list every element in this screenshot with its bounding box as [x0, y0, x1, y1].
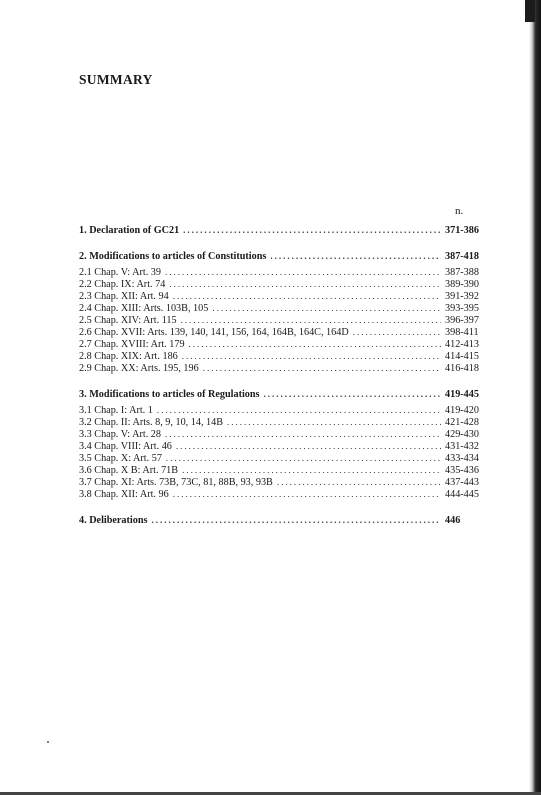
dot-leader [189, 338, 441, 350]
toc-section [79, 512, 489, 526]
toc-page-range: 389-390 [445, 279, 479, 290]
toc-entry-label: 3. Modifications to articles of Regulations [79, 389, 260, 400]
toc-entry-label: 3.1 Chap. I: Art. 1 [79, 405, 153, 416]
toc-entry-label: 3.3 Chap. V: Art. 28 [79, 429, 161, 440]
dot-leader [176, 440, 441, 452]
toc-page-range: 412-413 [445, 339, 479, 350]
dot-leader [353, 326, 441, 338]
table-of-contents [79, 222, 489, 538]
toc-entry [79, 266, 489, 278]
page-column-header: n. [455, 205, 464, 217]
toc-entry [79, 440, 489, 452]
dot-leader [165, 266, 441, 278]
toc-page-range: 419-445 [445, 389, 479, 400]
toc-entry-label: 2.4 Chap. XIII: Arts. 103B, 105 [79, 303, 209, 314]
dot-leader [270, 250, 441, 262]
toc-entry-label: 2.9 Chap. XX: Arts. 195, 196 [79, 363, 199, 374]
dot-leader [203, 362, 441, 374]
paper-speck [47, 741, 49, 743]
toc-entry [79, 338, 489, 350]
toc-page-range: 396-397 [445, 315, 479, 326]
toc-section-heading [79, 514, 489, 526]
toc-entry [79, 476, 489, 488]
dot-leader [264, 388, 441, 400]
page-title: SUMMARY [79, 72, 153, 87]
toc-page-range: 435-436 [445, 465, 479, 476]
toc-page-range: 419-420 [445, 405, 479, 416]
dot-leader [166, 452, 441, 464]
dot-leader [212, 302, 441, 314]
dot-leader [227, 416, 441, 428]
dot-leader [169, 278, 441, 290]
toc-section-heading [79, 250, 489, 262]
toc-entry-label: 2. Modifications to articles of Constitutions [79, 251, 267, 262]
toc-page-range: 429-430 [445, 429, 479, 440]
toc-entry-label: 2.5 Chap. XIV: Art. 115 [79, 315, 177, 326]
toc-page-range: 433-434 [445, 453, 479, 464]
toc-entry-label: 3.4 Chap. VIII: Art. 46 [79, 441, 172, 452]
toc-entry-label: 2.2 Chap. IX: Art. 74 [79, 279, 166, 290]
toc-page-range: 446 [445, 515, 461, 526]
toc-entry [79, 464, 489, 476]
dot-leader [173, 290, 441, 302]
toc-entry-label: 3.7 Chap. XI: Arts. 73B, 73C, 81, 88B, 93, 93B [79, 477, 273, 488]
dot-leader [182, 350, 441, 362]
toc-page-range: 387-418 [445, 251, 479, 262]
toc-entry-label: 2.6 Chap. XVII: Arts. 139, 140, 141, 156, 164, 164B, 164C, 164D [79, 327, 349, 338]
toc-entry-label: 4. Deliberations [79, 515, 148, 526]
toc-section [79, 222, 489, 236]
toc-entry [79, 302, 489, 314]
toc-page-range: 391-392 [445, 291, 479, 302]
toc-page-range: 444-445 [445, 489, 479, 500]
toc-entry-label: 3.8 Chap. XII: Art. 96 [79, 489, 169, 500]
toc-entry-label: 2.1 Chap. V: Art. 39 [79, 267, 161, 278]
toc-entry-label: 2.8 Chap. XIX: Art. 186 [79, 351, 178, 362]
toc-page-range: 431-432 [445, 441, 479, 452]
toc-section [79, 248, 489, 374]
dot-leader [157, 404, 441, 416]
book-spine-shadow [529, 0, 541, 795]
toc-entry [79, 350, 489, 362]
toc-page-range: 393-395 [445, 303, 479, 314]
toc-section-heading [79, 224, 489, 236]
toc-page-range: 398-411 [445, 327, 479, 338]
toc-entry [79, 416, 489, 428]
toc-entry [79, 290, 489, 302]
toc-page-range: 437-443 [445, 477, 479, 488]
toc-page-range: 387-388 [445, 267, 479, 278]
toc-entry [79, 488, 489, 500]
toc-page-range: 421-428 [445, 417, 479, 428]
dot-leader [165, 428, 441, 440]
dot-leader [173, 488, 441, 500]
toc-entry [79, 452, 489, 464]
toc-entry [79, 428, 489, 440]
toc-entry-label: 3.5 Chap. X: Art. 57 [79, 453, 162, 464]
book-spine-top [525, 0, 535, 22]
dot-leader [277, 476, 441, 488]
dot-leader [151, 514, 441, 526]
dot-leader [183, 224, 441, 236]
toc-entry [79, 326, 489, 338]
toc-entry-label: 2.7 Chap. XVIII: Art. 179 [79, 339, 185, 350]
toc-section [79, 386, 489, 500]
toc-entry-label: 3.6 Chap. X B: Art. 71B [79, 465, 179, 476]
toc-entry-label: 1. Declaration of GC21 [79, 225, 180, 236]
toc-entry [79, 314, 489, 326]
toc-page-range: 371-386 [445, 225, 479, 236]
toc-entry-label: 3.2 Chap. II: Arts. 8, 9, 10, 14, 14B [79, 417, 224, 428]
toc-section-heading [79, 388, 489, 400]
toc-entry [79, 278, 489, 290]
toc-page-range: 416-418 [445, 363, 479, 374]
toc-entry [79, 404, 489, 416]
dot-leader [181, 314, 441, 326]
dot-leader [182, 464, 441, 476]
toc-entry-label: 2.3 Chap. XII: Art. 94 [79, 291, 169, 302]
toc-entry [79, 362, 489, 374]
toc-page-range: 414-415 [445, 351, 479, 362]
